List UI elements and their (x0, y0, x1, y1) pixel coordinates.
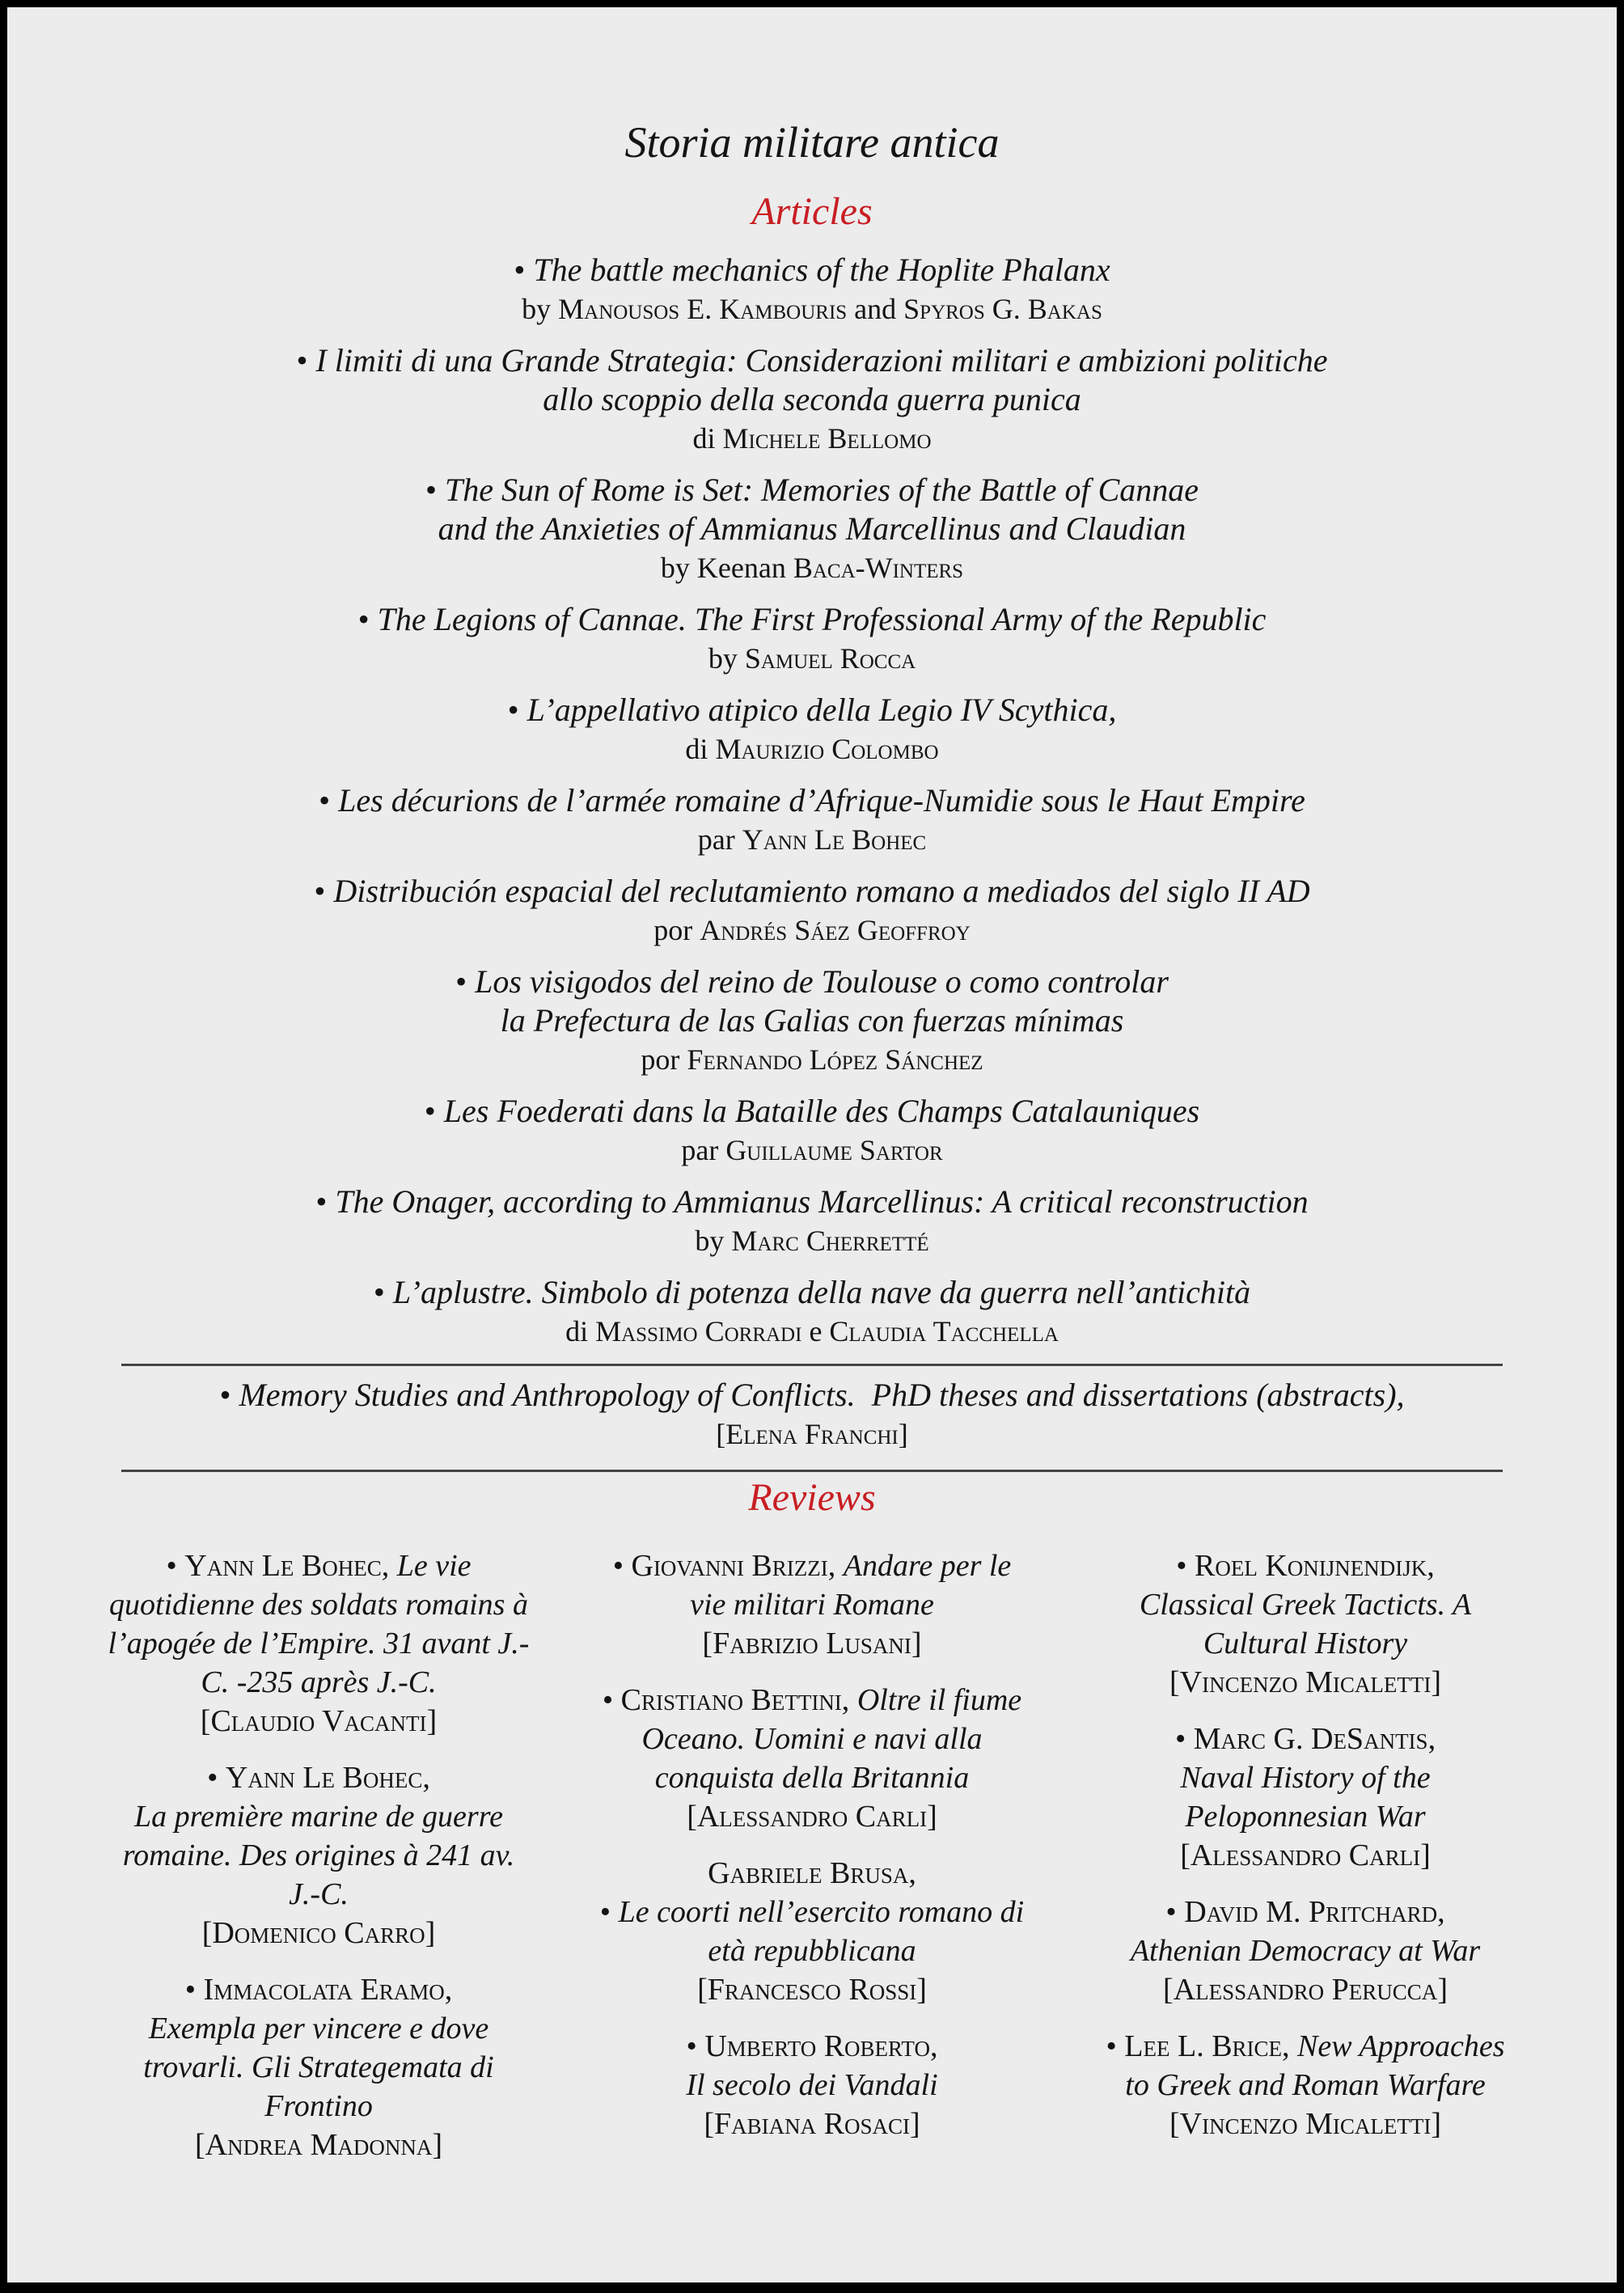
review-text (598, 1681, 1026, 1797)
text-run: ] (911, 1627, 922, 1661)
bullet-icon: • (373, 1274, 393, 1310)
article-entry (7, 600, 1617, 678)
article-entry (7, 1273, 1617, 1351)
page-title: Storia militare antica (624, 118, 1000, 167)
article-title (7, 781, 1617, 820)
review-text (1091, 2027, 1520, 2105)
review-text (598, 1546, 1026, 1624)
article-entry (7, 341, 1617, 458)
text-run: ] (927, 1800, 937, 1834)
person-name: Yann Le Bohec, (184, 1549, 397, 1583)
article-title (7, 691, 1617, 730)
person-name: Alessandro Carli (1190, 1838, 1421, 1872)
divider-below-memory (121, 1470, 1503, 1472)
text-run: [ (716, 1418, 726, 1450)
article-entry (7, 872, 1617, 950)
article-title (7, 1182, 1617, 1221)
bullet-icon: • (166, 1549, 185, 1583)
person-name: Maurizio Colombo (715, 733, 939, 765)
memory-title (7, 1376, 1617, 1415)
person-name: David M. Pritchard, (1184, 1895, 1445, 1929)
text-run: [ (1169, 1665, 1180, 1699)
review-entry (104, 1758, 533, 1952)
memory-studies-section (7, 1376, 1617, 1453)
reviews-column-1 (104, 1546, 533, 2182)
person-name: Alessandro Carli (696, 1800, 928, 1834)
work-title: New Approaches to Greek and Roman Warfare (1125, 2029, 1505, 2102)
text-run: [ (697, 1973, 708, 2007)
review-entry (598, 1681, 1026, 1836)
text-run: ] (916, 1973, 927, 2007)
article-byline (7, 911, 1617, 950)
work-title: I limiti di una Grande Strategia: Considerazioni militari e ambizioni politiche (315, 342, 1328, 379)
bullet-icon: • (514, 252, 534, 288)
text-run: [ (1169, 2107, 1180, 2141)
divider-above-memory (121, 1364, 1503, 1366)
work-title: Il secolo dei Vandali (686, 2068, 938, 2102)
work-title: Le coorti nell’esercito romano di età repubblicana (618, 1895, 1025, 1968)
text-run: ] (898, 1418, 908, 1450)
text-run: por (641, 1043, 687, 1076)
article-entry (7, 1182, 1617, 1260)
work-title: and the Anxieties of Ammianus Marcellinus and Claudian (438, 510, 1186, 547)
work-title: The Legions of Cannae. The First Professional Army of the Republic (377, 601, 1267, 637)
person-name: Elena Franchi (725, 1418, 899, 1450)
bullet-icon: • (507, 692, 527, 728)
person-name: Guillaume Sartor (725, 1134, 943, 1166)
person-name: Vincenzo Micaletti (1179, 2107, 1432, 2141)
text-run: by (695, 1225, 732, 1257)
person-name: Andrea Madonna (205, 2128, 433, 2162)
bullet-icon: • (1106, 2029, 1125, 2063)
review-credit (104, 2126, 533, 2164)
review-credit (104, 1914, 533, 1952)
review-entry (1091, 1893, 1520, 2009)
review-entry (1091, 2027, 1520, 2143)
article-byline (7, 730, 1617, 768)
work-title: Naval History of the Peloponnesian War (1180, 1761, 1431, 1834)
memory-credit (7, 1415, 1617, 1453)
text-run: ] (910, 2107, 920, 2141)
text-run: [ (201, 1916, 213, 1950)
text-run: por (653, 914, 700, 946)
work-title: Distribución espacial del reclutamiento romano a mediados del siglo II AD (333, 873, 1310, 909)
review-entry (598, 1546, 1026, 1663)
review-credit (1091, 1836, 1520, 1875)
work-title: Athenian Democracy at War (1130, 1934, 1481, 1968)
person-name: Marc G. DeSantis, (1193, 1722, 1436, 1756)
review-credit (598, 2105, 1026, 2143)
bullet-icon: • (207, 1761, 226, 1795)
work-title: Oltre il fiume Oceano. Uomini e navi alla conquista della Britannia (641, 1683, 1022, 1795)
text-run: [ (1163, 1973, 1174, 2007)
text-run: di (692, 422, 723, 455)
work-title: la Prefectura de las Galias con fuerzas mínimas (500, 1002, 1124, 1039)
person-name: Lee L. Brice, (1124, 2029, 1298, 2063)
person-name: Spyros G. Bakas (903, 293, 1102, 325)
bullet-icon: • (599, 1895, 619, 1929)
text-run: [ (1180, 1838, 1191, 1872)
bullet-icon: • (612, 1549, 632, 1583)
work-title: allo scoppio della seconda guerra punica (543, 381, 1081, 417)
person-name: Baca-Winters (793, 552, 964, 584)
bullet-icon: • (455, 963, 476, 1000)
text-run: by Keenan (660, 552, 793, 584)
person-name: Umberto Roberto, (704, 2029, 938, 2063)
bullet-icon: • (602, 1683, 621, 1717)
review-text (1091, 1720, 1520, 1836)
review-text (1091, 1893, 1520, 1970)
person-name: Yann Le Bohec, (225, 1761, 430, 1795)
work-title: The battle mechanics of the Hoplite Phalanx (533, 252, 1110, 288)
review-text (598, 2027, 1026, 2105)
review-text (104, 1970, 533, 2126)
article-byline (7, 1221, 1617, 1260)
review-entry (598, 1854, 1026, 2009)
memory-entry (7, 1376, 1617, 1453)
text-run: and (847, 293, 904, 325)
person-name: Roel Konijnendijk, (1195, 1549, 1435, 1583)
text-run: by (522, 293, 559, 325)
text-run: by (708, 642, 745, 675)
article-byline (7, 1040, 1617, 1079)
person-name: Immacolata Eramo, (203, 1973, 453, 2007)
review-credit (598, 1624, 1026, 1663)
person-name: Claudio Vacanti (210, 1704, 427, 1738)
text-run: [ (687, 1800, 697, 1834)
person-name: Claudia Tacchella (829, 1315, 1059, 1347)
article-title (7, 341, 1617, 419)
person-name: Fabrizio Lusani (713, 1627, 911, 1661)
article-byline (7, 548, 1617, 587)
review-credit (104, 1702, 533, 1741)
article-entry (7, 962, 1617, 1079)
text-run: [ (200, 1704, 211, 1738)
bullet-icon: • (314, 873, 334, 909)
article-entry (7, 1092, 1617, 1170)
article-title (7, 872, 1617, 911)
work-title: Les Foederati dans la Bataille des Champs Catalauniques (443, 1093, 1200, 1129)
article-title (7, 471, 1617, 548)
text-run: ] (1437, 1973, 1448, 2007)
text-run: ] (1431, 2107, 1441, 2141)
review-credit (1091, 1970, 1520, 2009)
article-byline (7, 419, 1617, 458)
person-name: Michele Bellomo (722, 422, 932, 455)
reviews-column-3 (1091, 1546, 1520, 2161)
person-name: Vincenzo Micaletti (1179, 1665, 1432, 1699)
work-title: The Sun of Rome is Set: Memories of the Battle of Cannae (444, 472, 1199, 508)
review-credit (598, 1797, 1026, 1836)
bullet-icon: • (184, 1973, 204, 2007)
person-name: Domenico Carro (212, 1916, 425, 1950)
review-entry (1091, 1546, 1520, 1702)
work-title: L’appellativo atipico della Legio IV Scythica, (527, 692, 1117, 728)
reviews-section (7, 1546, 1617, 2182)
bullet-icon: • (1174, 1722, 1194, 1756)
work-title: Le vie quotidienne des soldats romains à l’apogée de l’Empire. 31 avant J.-C. -235 après J.-C. (108, 1549, 530, 1699)
person-name: Samuel Rocca (744, 642, 916, 675)
text-run: ] (1420, 1838, 1431, 1872)
work-title: Los visigodos del reino de Toulouse o como controlar (475, 963, 1169, 1000)
reviews-column-2 (598, 1546, 1026, 2161)
person-name: Manousos E. Kambouris (558, 293, 848, 325)
review-entry (104, 1546, 533, 1741)
bullet-icon: • (424, 1093, 444, 1129)
article-entry (7, 471, 1617, 587)
review-text (104, 1758, 533, 1914)
text-run: par (697, 823, 742, 856)
bullet-icon: • (296, 342, 316, 379)
bullet-icon: • (1176, 1549, 1195, 1583)
article-entry (7, 781, 1617, 859)
work-title: L’aplustre. Simbolo di potenza della nave da guerra nell’antichità (392, 1274, 1251, 1310)
work-title: Andare per le vie militari Romane (690, 1549, 1012, 1622)
article-byline (7, 1312, 1617, 1351)
text-run: [ (194, 2128, 205, 2162)
person-name: Francesco Rossi (707, 1973, 917, 2007)
work-title: La première marine de guerre romaine. Des origines à 241 av. J.-C. (122, 1800, 515, 1911)
person-name: Yann Le Bohec (742, 823, 927, 856)
article-byline (7, 820, 1617, 859)
work-title: Classical Greek Tacticts. A Cultural History (1139, 1588, 1472, 1661)
work-title: The Onager, according to Ammianus Marcellinus: A critical reconstruction (335, 1183, 1309, 1220)
bullet-icon: • (219, 1377, 239, 1413)
bullet-icon: • (1165, 1895, 1185, 1929)
review-text (1091, 1546, 1520, 1663)
review-credit (1091, 2105, 1520, 2143)
text-run: ] (425, 1916, 436, 1950)
review-entry (1091, 1720, 1520, 1875)
articles-section (7, 251, 1617, 1351)
article-byline (7, 1131, 1617, 1170)
person-name: Massimo Corradi (595, 1315, 802, 1347)
work-title: Memory Studies and Anthropology of Conflicts. PhD theses and dissertations (abstracts), (239, 1377, 1405, 1413)
articles-heading: Articles (751, 190, 873, 233)
text-run: ] (426, 1704, 438, 1738)
text-run: ] (432, 2128, 443, 2162)
person-name: Fernando López Sánchez (687, 1043, 983, 1076)
person-name: Gabriele Brusa, (708, 1856, 916, 1890)
bullet-icon: • (425, 472, 445, 508)
person-name: Fabiana Rosaci (714, 2107, 910, 2141)
review-credit (598, 1970, 1026, 2009)
person-name: Giovanni Brizzi, (631, 1549, 844, 1583)
text-run: ] (1431, 1665, 1441, 1699)
bullet-icon: • (357, 601, 378, 637)
text-run: di (685, 733, 716, 765)
text-run: [ (704, 2107, 714, 2141)
bullet-icon: • (315, 1183, 336, 1220)
person-name: Alessandro Perucca (1173, 1973, 1438, 2007)
review-entry (598, 2027, 1026, 2143)
article-title (7, 251, 1617, 290)
work-title: Les décurions de l’armée romaine d’Afrique-Numidie sous le Haut Empire (338, 782, 1305, 819)
person-name: Marc Cherretté (731, 1225, 929, 1257)
review-text (598, 1854, 1026, 1970)
article-title (7, 1273, 1617, 1312)
reviews-heading: Reviews (748, 1476, 876, 1519)
person-name: Cristiano Bettini, (620, 1683, 857, 1717)
text-run: par (681, 1134, 726, 1166)
article-title (7, 600, 1617, 639)
text-run: [ (702, 1627, 713, 1661)
article-byline (7, 290, 1617, 328)
work-title: Exempla per vincere e dove trovarli. Gli Strategemata di Frontino (143, 2012, 494, 2123)
review-entry (104, 1970, 533, 2164)
article-entry (7, 691, 1617, 768)
bullet-icon: • (319, 782, 339, 819)
article-entry (7, 251, 1617, 328)
person-name: Andrés Sáez Geoffroy (700, 914, 971, 946)
review-credit (1091, 1663, 1520, 1702)
text-run: di (565, 1315, 596, 1347)
bullet-icon: • (686, 2029, 705, 2063)
review-text (104, 1546, 533, 1702)
text-run: e (801, 1315, 830, 1347)
article-title (7, 1092, 1617, 1131)
article-byline (7, 639, 1617, 678)
article-title (7, 962, 1617, 1040)
